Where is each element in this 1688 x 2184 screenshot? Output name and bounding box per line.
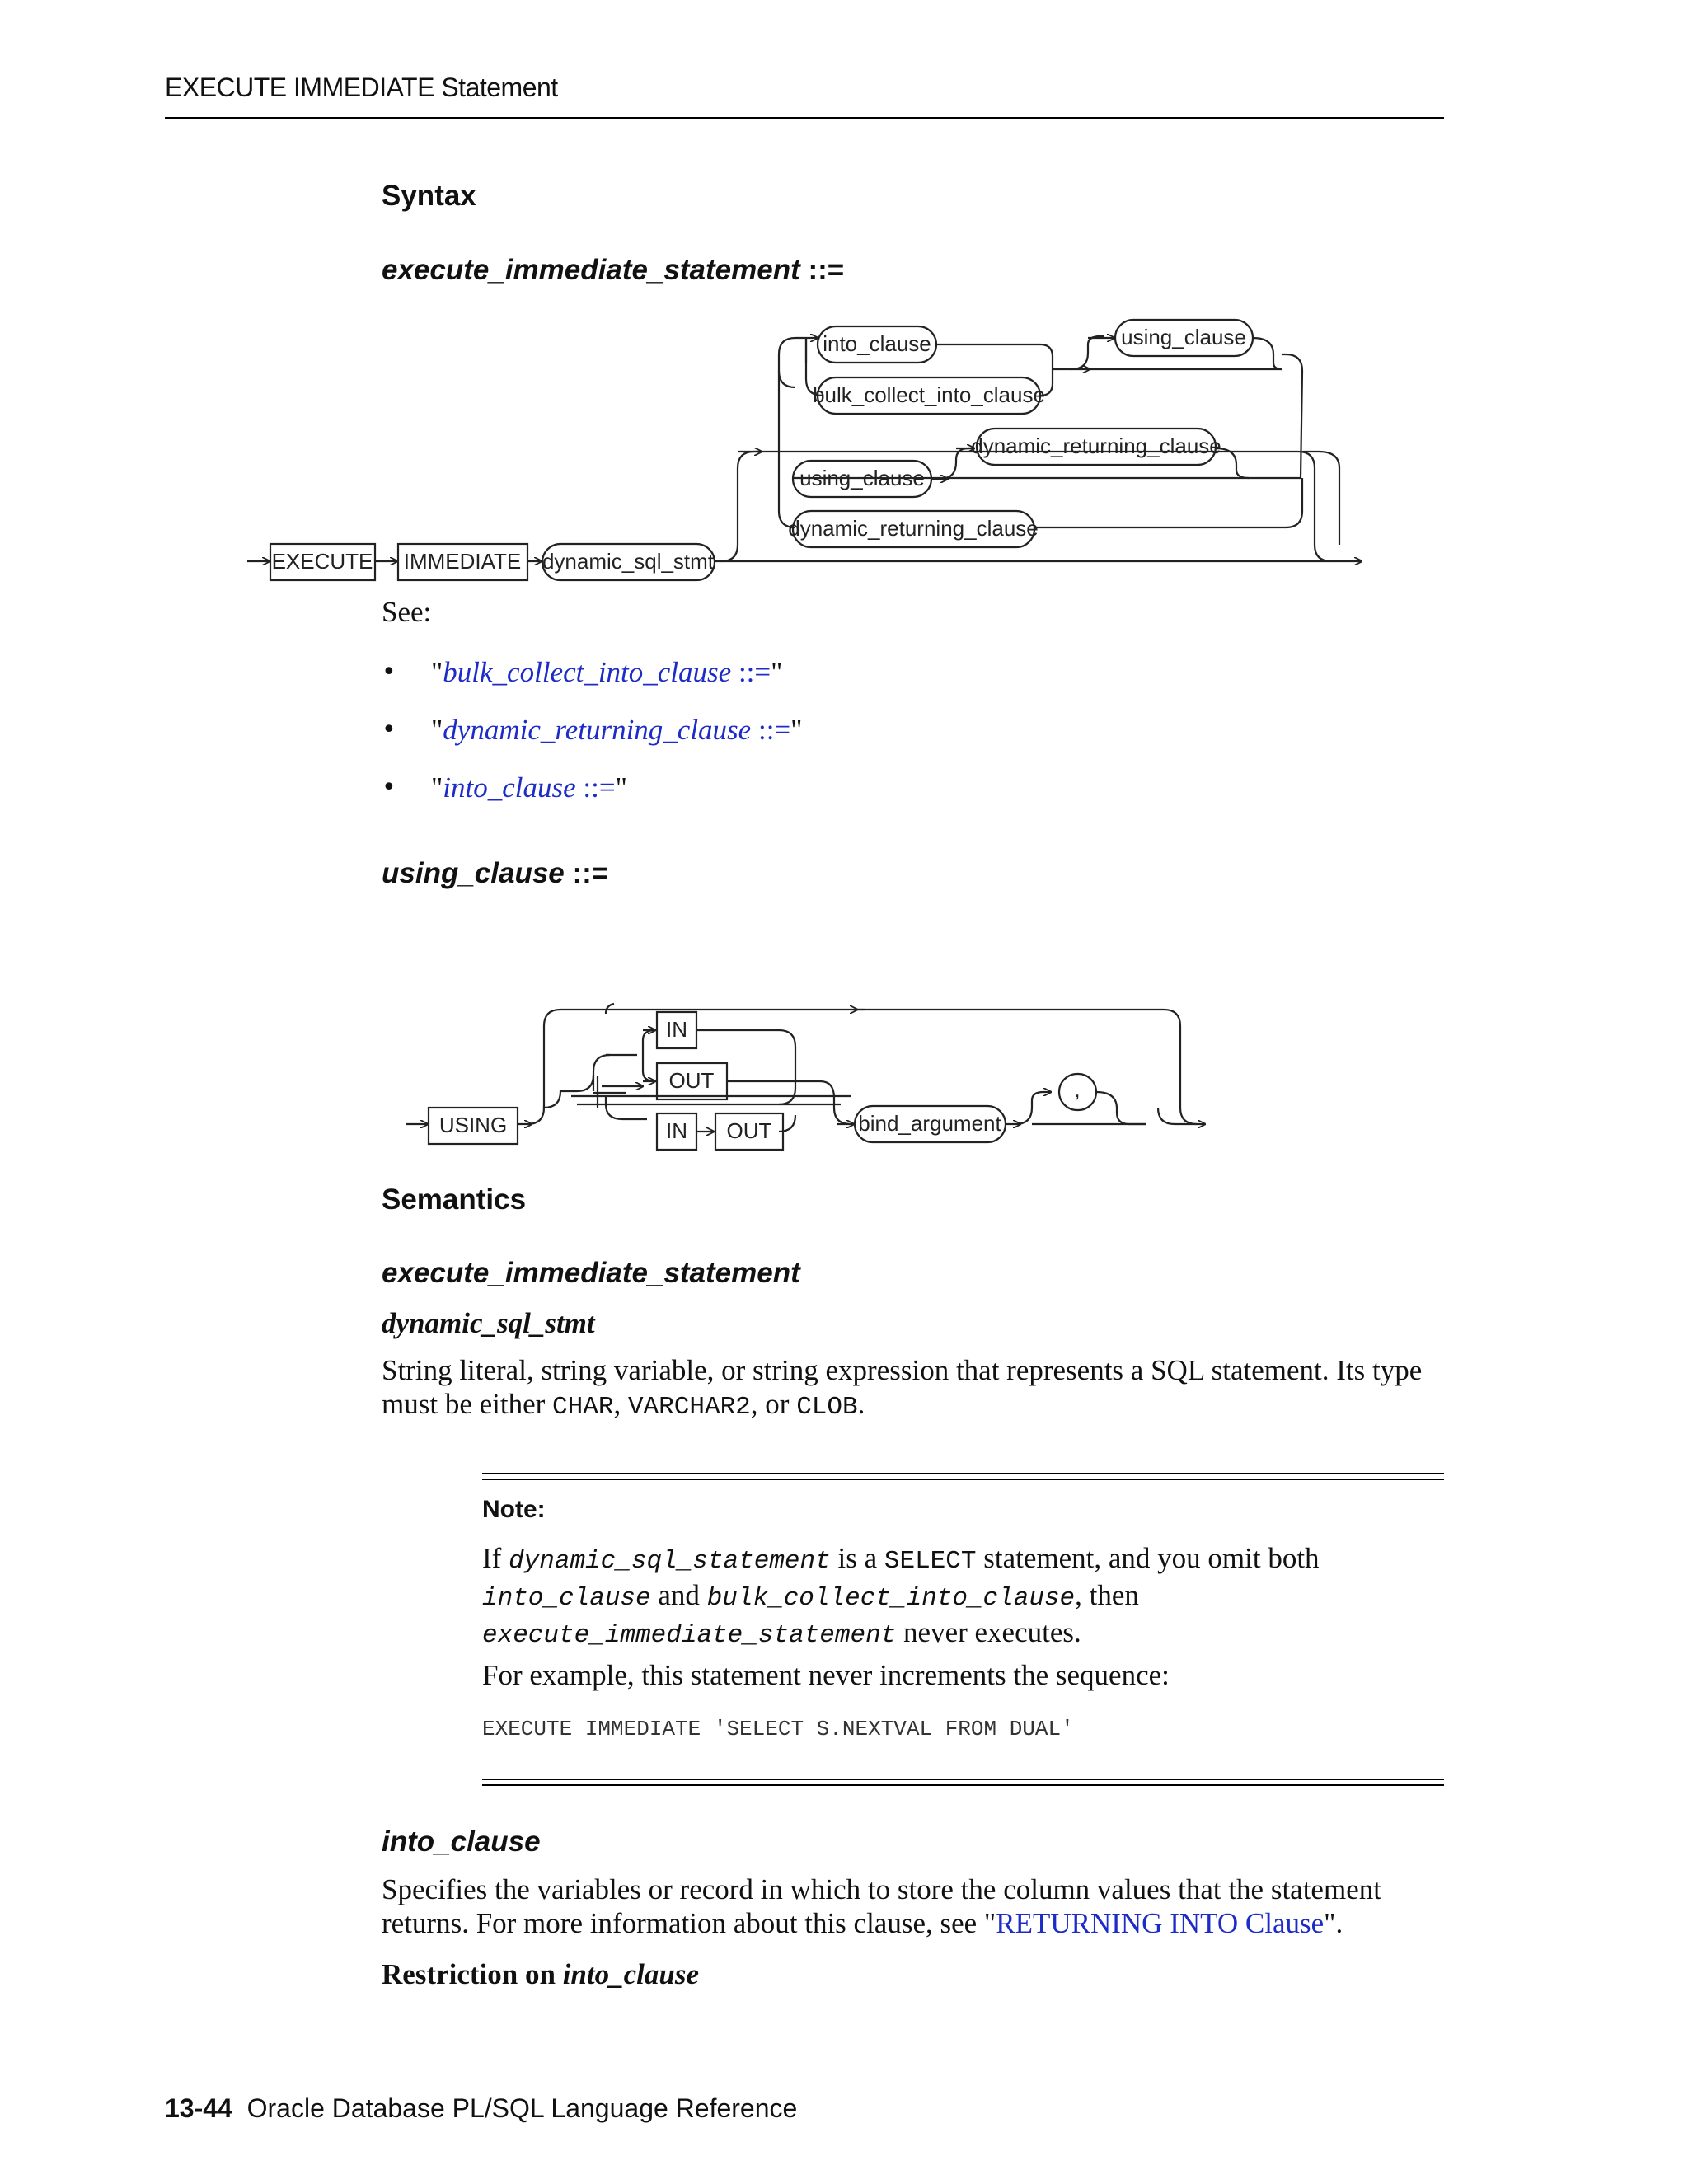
diagram1-dynamic-returning-clause-mid: dynamic_returning_clause xyxy=(971,434,1221,458)
link-into-clause[interactable]: into_clause ::= xyxy=(443,771,616,804)
into-clause-description: Specifies the variables or record in which to store the column values that the statement returns. For more information about this clause, see "RETURNING INTO Clause". xyxy=(382,1873,1381,1939)
note-paragraph-2: For example, this statement never increments the sequence: xyxy=(482,1659,1170,1691)
link-bulk-collect-into-clause[interactable]: bulk_collect_into_clause ::= xyxy=(443,656,771,688)
see-label: See: xyxy=(382,596,432,628)
diagram2-bind-argument: bind_argument xyxy=(858,1111,1001,1136)
link-returning-into-clause[interactable]: RETURNING INTO Clause xyxy=(996,1907,1325,1939)
see-link-item: • "into_clause ::=" xyxy=(382,771,627,804)
note-paragraph-1: If dynamic_sql_statement is a SELECT statement, and you omit both into_clause and bulk_collect_into_clause, then execute_immediate_statement never executes. xyxy=(482,1542,1320,1650)
execute-immediate-railroad-diagram xyxy=(0,0,1688,626)
dynamic-sql-stmt-description: String literal, string variable, or string expression that represents a SQL statement. Its type must be either CHAR, VARCHAR2, or CLOB. xyxy=(382,1354,1423,1422)
note-label: Note: xyxy=(482,1496,546,1523)
syntax-heading: Syntax xyxy=(382,180,476,212)
using-clause-railroad-diagram xyxy=(0,907,1688,1154)
diagram1-using-clause-top: using_clause xyxy=(1121,325,1246,349)
see-link-item: • "dynamic_returning_clause ::=" xyxy=(382,714,803,746)
diagram2-comma: , xyxy=(1074,1077,1081,1102)
diagram1-immediate-keyword: IMMEDIATE xyxy=(403,549,522,574)
see-link-item: • "bulk_collect_into_clause ::=" xyxy=(382,656,783,688)
into-clause-title: into_clause xyxy=(382,1825,541,1858)
diagram2-in-keyword: IN xyxy=(666,1017,687,1042)
using-title-name: using_clause xyxy=(382,857,565,889)
semantics-stmt-title: execute_immediate_statement xyxy=(382,1257,800,1289)
diagram1-dynamic-returning-clause-bottom: dynamic_returning_clause xyxy=(788,516,1039,541)
diagram2-out-keyword-2: OUT xyxy=(726,1118,772,1143)
into-clause-restriction: Restriction on into_clause xyxy=(382,1958,699,1990)
page-footer xyxy=(165,2093,797,2124)
stmt-title-name: execute_immediate_statement xyxy=(382,254,800,286)
diagram1-into-clause: into_clause xyxy=(823,331,931,356)
bullet-icon: • xyxy=(382,715,396,744)
diagram1-bulk-collect-into-clause: bulk_collect_into_clause xyxy=(813,382,1045,407)
book-title: Oracle Database PL/SQL Language Reference xyxy=(246,2093,798,2123)
stmt-title-op: ::= xyxy=(799,254,845,286)
diagram2-out-keyword: OUT xyxy=(668,1068,715,1093)
diagram1-execute-keyword: EXECUTE xyxy=(271,549,373,574)
semantics-heading: Semantics xyxy=(382,1183,527,1216)
bullet-icon: • xyxy=(382,773,396,802)
note-code-example: EXECUTE IMMEDIATE 'SELECT S.NEXTVAL FROM DUAL' xyxy=(482,1717,1074,1741)
bullet-icon: • xyxy=(382,658,396,687)
note-top-rule xyxy=(482,1473,1444,1480)
note-bottom-rule xyxy=(482,1779,1444,1786)
page-number: 13-44 xyxy=(165,2093,232,2123)
diagram1-using-clause-mid: using_clause xyxy=(799,466,925,490)
using-clause-production-title xyxy=(382,857,608,890)
running-header: EXECUTE IMMEDIATE Statement xyxy=(165,73,558,102)
see-links-list xyxy=(382,655,803,828)
diagram1-dynamic-sql-stmt: dynamic_sql_stmt xyxy=(542,549,715,574)
link-dynamic-returning-clause[interactable]: dynamic_returning_clause ::= xyxy=(443,714,791,746)
diagram2-using-keyword: USING xyxy=(438,1113,508,1137)
term-dynamic-sql-stmt: dynamic_sql_stmt xyxy=(382,1307,595,1339)
diagram2-in-keyword-2: IN xyxy=(666,1118,687,1143)
using-title-op: ::= xyxy=(564,857,609,889)
